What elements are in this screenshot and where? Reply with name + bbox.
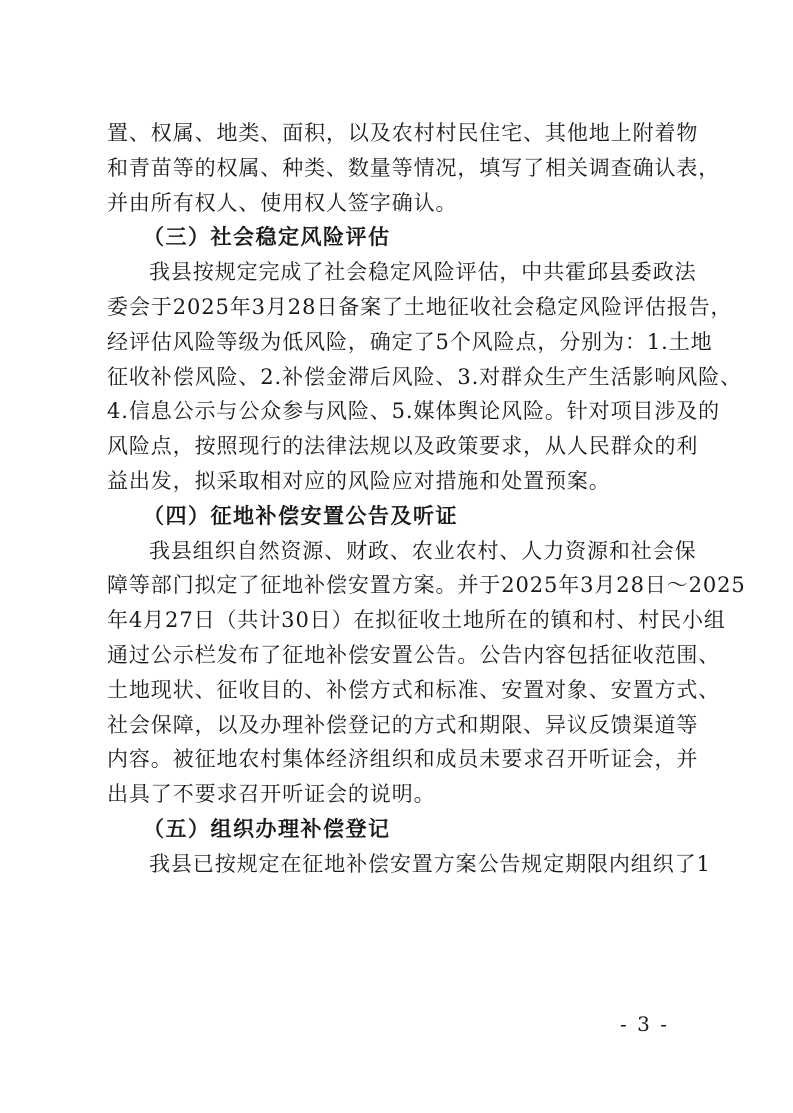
paragraph-line: 土地现状、征收目的、补偿方式和标准、安置对象、安置方式、 [107, 677, 721, 702]
paragraph-line: 年4月27日（共计30日）在拟征收土地所在的镇和村、村民小组 [107, 608, 726, 633]
paragraph-line: 征收补偿风险、2.补偿金滞后风险、3.对群众生产生活影响风险、 [107, 364, 742, 389]
paragraph-line: 出具了不要求召开听证会的说明。 [107, 782, 436, 807]
paragraph-line: 内容。被征地农村集体经济组织和成员未要求召开听证会，并 [107, 747, 699, 772]
page-number: - 3 - [620, 1012, 669, 1036]
paragraph-line: 我县组织自然资源、财政、农业农村、人力资源和社会保 [149, 538, 697, 563]
paragraph-line: 并由所有权人、使用权人签字确认。 [107, 190, 458, 215]
section-heading-5: （五）组织办理补偿登记 [143, 816, 391, 841]
paragraph-line: 我县已按规定在征地补偿安置方案公告规定期限内组织了1 [149, 851, 711, 876]
paragraph-line: 4.信息公示与公众参与风险、5.媒体舆论风险。针对项目涉及的 [107, 399, 721, 424]
body-text [107, 116, 746, 882]
paragraph-line: 益出发，拟采取相对应的风险应对措施和处置预案。 [107, 468, 611, 493]
paragraph-line: 社会保障，以及办理补偿登记的方式和期限、异议反馈渠道等 [107, 712, 699, 737]
paragraph-line: 和青苗等的权属、种类、数量等情况，填写了相关调查确认表， [107, 155, 721, 180]
paragraph-line: 通过公示栏发布了征地补偿安置公告。公告内容包括征收范围、 [107, 642, 721, 667]
paragraph-line: 障等部门拟定了征地补偿安置方案。并于2025年3月28日～2025 [107, 573, 746, 598]
paragraph-line: 风险点，按照现行的法律法规以及政策要求，从人民群众的利 [107, 434, 699, 459]
section-heading-4: （四）征地补偿安置公告及听证 [143, 503, 458, 528]
paragraph-line: 置、权属、地类、面积，以及农村村民住宅、其他地上附着物 [107, 121, 699, 145]
section-heading-3: （三）社会稳定风险评估 [143, 225, 391, 250]
paragraph-line: 委会于2025年3月28日备案了土地征收社会稳定风险评估报告， [107, 294, 733, 319]
paragraph-line: 我县按规定完成了社会稳定风险评估，中共霍邱县委政法 [149, 260, 697, 285]
paragraph-line: 经评估风险等级为低风险，确定了5个风险点，分别为：1.土地 [107, 329, 713, 354]
